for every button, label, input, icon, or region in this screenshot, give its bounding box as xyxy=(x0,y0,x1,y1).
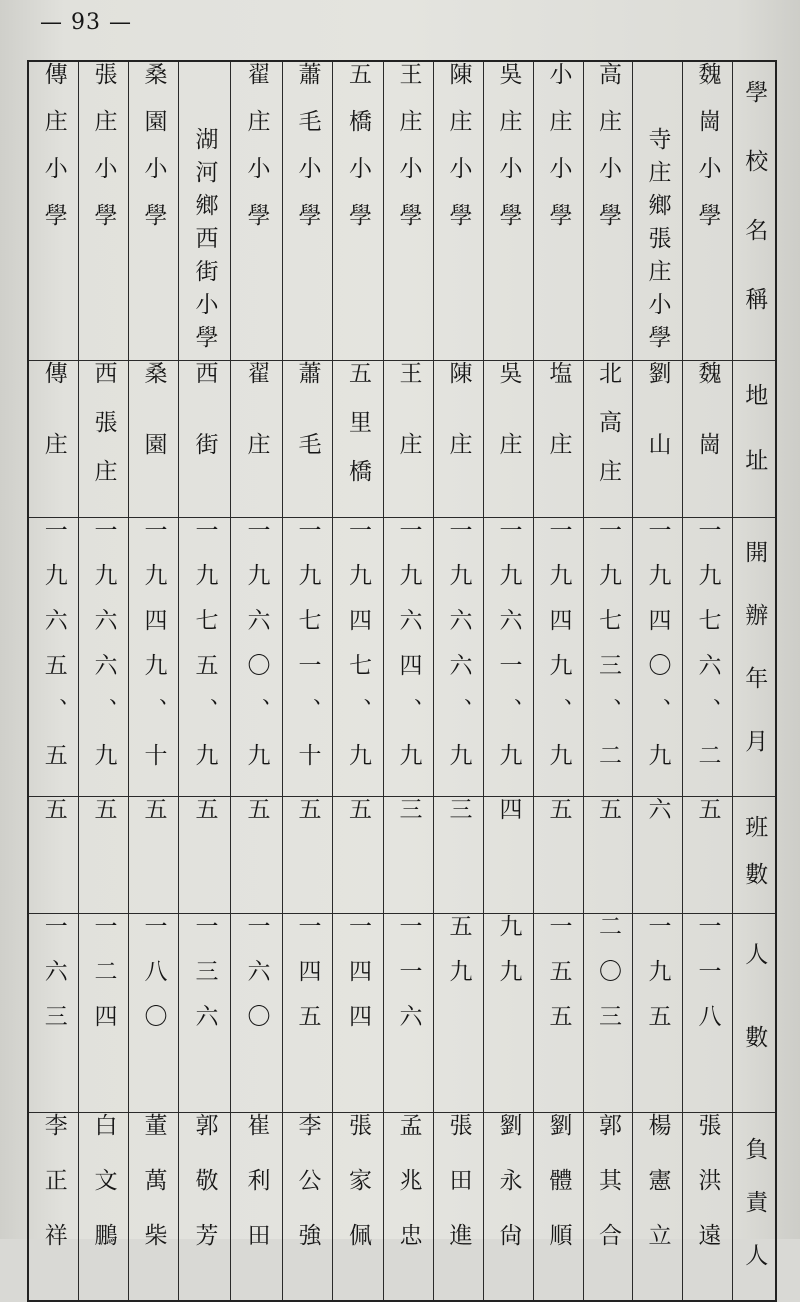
cell-head-11 xyxy=(128,1113,178,1302)
cell-name-5 xyxy=(433,61,483,361)
cell-classes-12 xyxy=(78,797,128,914)
text-head: 李正祥 xyxy=(40,1113,67,1278)
cell-people-7 xyxy=(332,914,383,1113)
text-address: 五里橋 xyxy=(345,361,371,508)
text-people: 一一六 xyxy=(395,914,422,1049)
cell-classes-11 xyxy=(128,797,178,914)
text-address: 北高庄 xyxy=(595,361,621,508)
cell-founded-13 xyxy=(28,518,78,797)
text-classes: 六 xyxy=(644,797,671,820)
text-founded: 一九四九、九 xyxy=(545,518,572,788)
cell-classes-13 xyxy=(28,797,78,914)
text-name: 王庄小學 xyxy=(395,62,422,250)
cell-address-7 xyxy=(332,361,383,518)
text-head: 李公強 xyxy=(294,1113,321,1278)
text-founded: 一九六〇、九 xyxy=(243,518,270,788)
text-people: 一六〇 xyxy=(243,914,270,1049)
cell-head-9 xyxy=(230,1113,282,1302)
cell-address-1 xyxy=(632,361,682,518)
cell-address-2 xyxy=(583,361,632,518)
header-label: 人數 xyxy=(741,942,768,1108)
text-address: 魏崗 xyxy=(694,361,721,503)
cell-address-12 xyxy=(78,361,128,518)
cell-head-1 xyxy=(632,1113,682,1302)
cell-address-9 xyxy=(230,361,282,518)
school-table xyxy=(27,60,777,1302)
text-people: 一四五 xyxy=(294,914,321,1049)
header-head xyxy=(732,1113,776,1302)
cell-head-5 xyxy=(433,1113,483,1302)
cell-name-9 xyxy=(230,61,282,361)
cell-people-3 xyxy=(533,914,583,1113)
text-founded: 一九七三、二 xyxy=(595,518,621,788)
cell-classes-8 xyxy=(282,797,332,914)
text-people: 一四四 xyxy=(345,914,371,1049)
cell-address-10 xyxy=(178,361,230,518)
text-address: 傳庄 xyxy=(40,361,67,503)
cell-address-3 xyxy=(533,361,583,518)
text-classes: 五 xyxy=(40,797,67,820)
cell-founded-6 xyxy=(383,518,433,797)
cell-founded-5 xyxy=(433,518,483,797)
text-address: 翟庄 xyxy=(243,361,270,503)
cell-founded-2 xyxy=(583,518,632,797)
cell-address-8 xyxy=(282,361,332,518)
text-address: 劉山 xyxy=(644,361,671,503)
text-name: 陳庄小學 xyxy=(445,62,472,250)
cell-address-5 xyxy=(433,361,483,518)
row-classes xyxy=(28,797,776,914)
text-name: 五橋小學 xyxy=(345,62,371,250)
text-people: 一九五 xyxy=(644,914,671,1049)
cell-founded-12 xyxy=(78,518,128,797)
cell-people-13 xyxy=(28,914,78,1113)
cell-address-0 xyxy=(682,361,732,518)
text-head: 楊憲立 xyxy=(644,1113,671,1278)
text-name: 張庄小學 xyxy=(90,62,117,250)
header-name xyxy=(732,61,776,361)
cell-address-4 xyxy=(483,361,533,518)
cell-classes-4 xyxy=(483,797,533,914)
cell-founded-0 xyxy=(682,518,732,797)
text-founded: 一九七五、九 xyxy=(191,518,218,788)
text-head: 郭敬芳 xyxy=(191,1113,218,1278)
cell-head-4 xyxy=(483,1113,533,1302)
text-founded: 一九六五、五 xyxy=(40,518,67,788)
header-label: 地址 xyxy=(741,383,768,513)
header-address xyxy=(732,361,776,518)
cell-head-12 xyxy=(78,1113,128,1302)
text-founded: 一九四七、九 xyxy=(345,518,371,788)
text-founded: 一九四〇、九 xyxy=(644,518,671,788)
header-label: 學校名稱 xyxy=(741,80,768,356)
text-founded: 一九六一、九 xyxy=(495,518,522,788)
header-label: 班數 xyxy=(741,815,768,909)
text-name: 傳庄小學 xyxy=(40,62,67,250)
text-people: 二〇三 xyxy=(595,914,621,1049)
text-founded: 一九七一、十 xyxy=(294,518,321,788)
cell-name-2 xyxy=(583,61,632,361)
text-head: 白文鵬 xyxy=(90,1113,117,1278)
cell-name-7 xyxy=(332,61,383,361)
text-classes: 五 xyxy=(140,797,167,820)
cell-people-10 xyxy=(178,914,230,1113)
row-address xyxy=(28,361,776,518)
cell-founded-8 xyxy=(282,518,332,797)
text-address: 塩庄 xyxy=(545,361,572,503)
header-people xyxy=(732,914,776,1113)
text-founded: 一九七六、二 xyxy=(694,518,721,788)
text-people: 五九 xyxy=(445,914,472,1004)
text-head: 崔利田 xyxy=(243,1113,270,1278)
text-people: 一二四 xyxy=(90,914,117,1049)
cell-head-8 xyxy=(282,1113,332,1302)
cell-people-11 xyxy=(128,914,178,1113)
text-address: 吳庄 xyxy=(495,361,522,503)
cell-people-9 xyxy=(230,914,282,1113)
cell-head-7 xyxy=(332,1113,383,1302)
text-people: 一一八 xyxy=(694,914,721,1049)
cell-name-13 xyxy=(28,61,78,361)
cell-address-11 xyxy=(128,361,178,518)
text-head: 郭其合 xyxy=(595,1113,621,1278)
cell-people-1 xyxy=(632,914,682,1113)
text-name: 小庄小學 xyxy=(545,62,572,250)
text-name: 桑園小學 xyxy=(140,62,167,250)
text-classes: 五 xyxy=(545,797,572,820)
text-classes: 五 xyxy=(345,797,371,820)
text-classes: 三 xyxy=(445,797,472,820)
cell-founded-1 xyxy=(632,518,682,797)
cell-people-5 xyxy=(433,914,483,1113)
cell-classes-9 xyxy=(230,797,282,914)
text-address: 桑園 xyxy=(140,361,167,503)
cell-founded-11 xyxy=(128,518,178,797)
cell-head-13 xyxy=(28,1113,78,1302)
cell-head-2 xyxy=(583,1113,632,1302)
header-founded xyxy=(732,518,776,797)
cell-classes-2 xyxy=(583,797,632,914)
text-address: 王庄 xyxy=(395,361,422,503)
text-name: 蕭毛小學 xyxy=(294,62,321,250)
cell-people-2 xyxy=(583,914,632,1113)
text-classes: 三 xyxy=(395,797,422,820)
school-name-wrap xyxy=(179,62,230,360)
cell-name-10 xyxy=(178,61,230,361)
row-head xyxy=(28,1113,776,1302)
text-address: 蕭毛 xyxy=(294,361,321,503)
row-school-name xyxy=(28,61,776,361)
cell-address-6 xyxy=(383,361,433,518)
text-classes: 四 xyxy=(495,797,522,820)
cell-head-6 xyxy=(383,1113,433,1302)
text-head: 劉體順 xyxy=(545,1113,572,1278)
cell-classes-6 xyxy=(383,797,433,914)
cell-founded-3 xyxy=(533,518,583,797)
cell-name-11 xyxy=(128,61,178,361)
text-founded: 一九四九、十 xyxy=(140,518,167,788)
cell-people-0 xyxy=(682,914,732,1113)
text-name: 翟庄小學 xyxy=(243,62,270,250)
text-founded: 一九六六、九 xyxy=(90,518,117,788)
cell-classes-10 xyxy=(178,797,230,914)
text-head: 董萬柴 xyxy=(140,1113,167,1278)
cell-classes-7 xyxy=(332,797,383,914)
text-address: 西張庄 xyxy=(90,361,117,508)
text-classes: 五 xyxy=(243,797,270,820)
cell-founded-7 xyxy=(332,518,383,797)
text-classes: 五 xyxy=(694,797,721,820)
text-address: 陳庄 xyxy=(445,361,472,503)
cell-people-4 xyxy=(483,914,533,1113)
text-classes: 五 xyxy=(90,797,117,820)
header-classes xyxy=(732,797,776,914)
cell-head-10 xyxy=(178,1113,230,1302)
row-people xyxy=(28,914,776,1113)
text-classes: 五 xyxy=(595,797,621,820)
cell-address-13 xyxy=(28,361,78,518)
text-head: 張洪遠 xyxy=(694,1113,721,1278)
cell-founded-9 xyxy=(230,518,282,797)
cell-people-8 xyxy=(282,914,332,1113)
cell-name-6 xyxy=(383,61,433,361)
cell-founded-4 xyxy=(483,518,533,797)
header-label: 負責人 xyxy=(741,1137,768,1296)
text-classes: 五 xyxy=(294,797,321,820)
cell-people-6 xyxy=(383,914,433,1113)
cell-classes-1 xyxy=(632,797,682,914)
text-head: 孟兆忠 xyxy=(395,1113,422,1278)
header-label: 開辦年月 xyxy=(741,540,768,792)
text-founded: 一九六四、九 xyxy=(395,518,422,788)
text-classes: 五 xyxy=(191,797,218,820)
text-head: 劉永尙 xyxy=(495,1113,522,1278)
cell-name-1 xyxy=(632,61,682,361)
cell-name-0 xyxy=(682,61,732,361)
school-name: 湖河鄉西街小學 xyxy=(191,127,218,358)
text-name: 高庄小學 xyxy=(595,62,621,250)
cell-classes-5 xyxy=(433,797,483,914)
text-founded: 一九六六、九 xyxy=(445,518,472,788)
text-name: 魏崗小學 xyxy=(694,62,721,250)
text-people: 一六三 xyxy=(40,914,67,1049)
text-head: 張家佩 xyxy=(345,1113,371,1278)
text-people: 一三六 xyxy=(191,914,218,1049)
text-people: 一五五 xyxy=(545,914,572,1049)
cell-name-8 xyxy=(282,61,332,361)
cell-founded-10 xyxy=(178,518,230,797)
text-address: 西街 xyxy=(191,361,218,503)
school-name-wrap xyxy=(633,62,682,360)
text-people: 九九 xyxy=(495,914,522,1004)
cell-head-0 xyxy=(682,1113,732,1302)
text-name: 吳庄小學 xyxy=(495,62,522,250)
school-name: 寺庄鄉張庄小學 xyxy=(644,127,671,358)
cell-name-3 xyxy=(533,61,583,361)
cell-head-3 xyxy=(533,1113,583,1302)
cell-name-4 xyxy=(483,61,533,361)
row-founded xyxy=(28,518,776,797)
text-head: 張田進 xyxy=(445,1113,472,1278)
cell-name-12 xyxy=(78,61,128,361)
cell-people-12 xyxy=(78,914,128,1113)
cell-classes-0 xyxy=(682,797,732,914)
text-people: 一八〇 xyxy=(140,914,167,1049)
page-number: — 93 — xyxy=(40,10,132,35)
cell-classes-3 xyxy=(533,797,583,914)
